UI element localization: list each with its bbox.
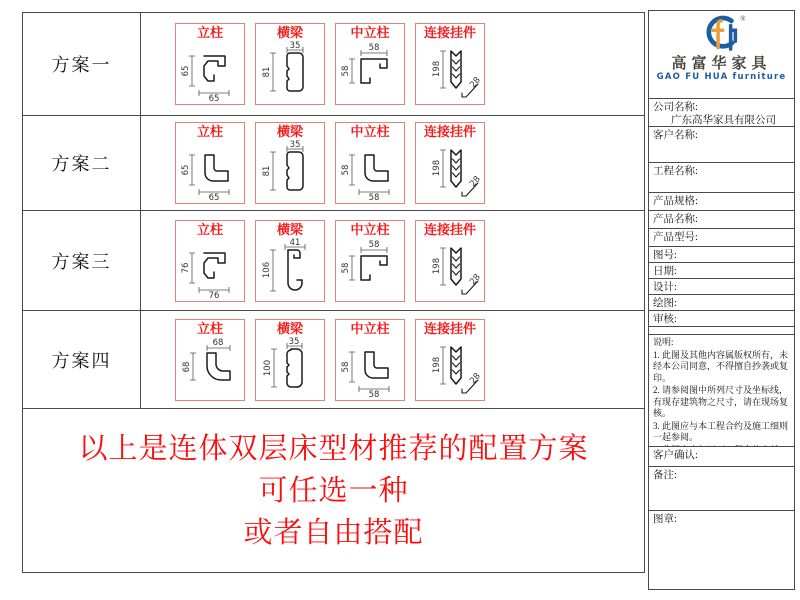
scheme-label: 方案三 (23, 211, 141, 310)
dim-left: 81 (262, 165, 272, 177)
beam-capsule-profile-drawing (257, 337, 323, 399)
notes-section (649, 335, 794, 447)
registered-mark: ® (739, 14, 745, 23)
dim-top: 41 (289, 237, 301, 248)
dim-top: 35 (288, 336, 300, 347)
profile-box-mid-upright (335, 220, 405, 302)
field-company (649, 99, 794, 127)
profile-title: 立柱 (196, 25, 223, 40)
dim-left: 76 (181, 262, 191, 273)
dim-top: 68 (212, 337, 224, 348)
dim-diagonal: 28 (468, 271, 483, 287)
field-customer-confirm: 客户确认: (649, 447, 794, 467)
main-drawing-table (22, 12, 645, 573)
dim-left: 106 (262, 261, 272, 278)
scheme-row-3 (23, 211, 644, 311)
field-product-spec: 产品规格: (649, 193, 794, 211)
title-block (648, 10, 795, 590)
dim-diagonal: 28 (468, 370, 483, 386)
scheme-profiles (141, 13, 644, 115)
scheme-label: 方案四 (23, 311, 141, 408)
profile-box-hanger (415, 319, 485, 401)
profile-box-mid-upright (335, 23, 405, 105)
profile-title: 立柱 (196, 124, 223, 139)
corner-profile-drawing (177, 41, 243, 103)
dim-top: 35 (289, 140, 301, 150)
hanger-profile-drawing (417, 41, 483, 103)
profile-title: 横梁 (276, 124, 303, 139)
profile-box-mid-upright (335, 122, 405, 204)
profile-box-beam (255, 122, 325, 204)
profile-box-beam (255, 23, 325, 105)
dim-left: 198 (432, 60, 442, 78)
dim-diagonal: 28 (468, 75, 483, 91)
dim-left: 81 (262, 66, 272, 78)
hanger-profile-drawing (417, 140, 483, 202)
profile-box-hanger (415, 122, 485, 204)
dim-left: 100 (263, 359, 273, 376)
profile-box-upright (175, 319, 245, 401)
channel-profile-drawing (337, 238, 403, 300)
note-item: 1. 此图及其他内容属版权所有，未经本公司同意，不得擅自抄袭或复印。 (653, 349, 789, 383)
dim-left: 58 (341, 164, 351, 176)
dim-left: 198 (432, 257, 442, 274)
footer-note-line2: 可任选一种 (258, 474, 409, 507)
profile-title: 中立柱 (350, 25, 390, 40)
field-drawing-no: 图号: (649, 247, 794, 263)
curved-l-profile-drawing (177, 337, 243, 399)
profile-box-hanger (415, 220, 485, 302)
profile-box-upright (175, 122, 245, 204)
scheme-profiles (141, 211, 644, 310)
scheme-profiles (141, 116, 644, 210)
recommendation-note (23, 409, 644, 572)
note-item: 3. 此图应与本工程合约及施工细则一起参阅。 (653, 420, 789, 442)
dim-left: 65 (181, 65, 191, 77)
brand-name-en: GAO FU HUA furniture (656, 72, 787, 82)
dim-left: 198 (432, 356, 442, 373)
notes-title: 说明: (653, 337, 674, 347)
dim-top: 58 (368, 43, 380, 53)
footer-note-line1: 以上是连体双层床型材推荐的配置方案 (78, 432, 589, 465)
scheme-label: 方案一 (23, 13, 141, 115)
company-logo (649, 11, 794, 99)
hanger-profile-drawing (417, 337, 483, 399)
field-remarks: 备注: (649, 467, 794, 511)
dim-top: 58 (368, 239, 380, 250)
round-l-profile-drawing (177, 140, 243, 202)
dim-left: 58 (341, 65, 351, 77)
field-label: 公司名称: (653, 102, 698, 113)
note-item: 2. 请参阅图中所列尺寸及坐标线，有现存建筑物之尺寸，请在现场复核。 (653, 385, 789, 418)
profile-title: 中立柱 (350, 320, 390, 336)
profile-title: 中立柱 (350, 124, 390, 139)
profile-title: 连接挂件 (423, 320, 476, 336)
scheme-label: 方案二 (23, 116, 141, 210)
beam-j-profile-drawing (257, 238, 323, 300)
beam-profile-drawing (257, 41, 323, 103)
dim-left: 68 (182, 361, 192, 372)
dim-left: 65 (181, 164, 191, 176)
profile-box-mid-upright (335, 319, 405, 401)
dim-top: 35 (289, 41, 301, 51)
profile-title: 中立柱 (350, 221, 390, 237)
channel-profile-drawing (337, 41, 403, 103)
field-product-name: 产品名称: (649, 211, 794, 229)
dim-left: 58 (341, 262, 351, 273)
gfh-logo-icon (698, 13, 746, 57)
profile-title: 连接挂件 (423, 124, 476, 139)
field-seal: 图章: (653, 514, 677, 525)
round-l-profile-drawing (337, 140, 403, 202)
beam-profile-drawing (257, 140, 323, 202)
field-value: 广东高华家具有限公司 (671, 115, 776, 126)
scheme-profiles (141, 311, 644, 408)
dim-left: 58 (341, 361, 351, 372)
field-date: 日期: (649, 263, 794, 279)
field-draft: 绘图: (649, 295, 794, 311)
field-customer-name: 客户名称: (649, 127, 794, 163)
profile-box-upright (175, 23, 245, 105)
field-design: 设计: (649, 279, 794, 295)
dim-left: 198 (432, 159, 442, 177)
profile-title: 连接挂件 (423, 25, 476, 40)
dim-bottom: 76 (208, 290, 220, 300)
hanger-profile-drawing (417, 238, 483, 300)
profile-box-hanger (415, 23, 485, 105)
profile-title: 连接挂件 (423, 221, 476, 237)
scheme-row-2 (23, 116, 644, 211)
round-l-profile-drawing (337, 337, 403, 399)
scheme-row-4 (23, 311, 644, 409)
profile-title: 立柱 (196, 320, 223, 336)
dim-bottom: 65 (208, 193, 220, 202)
scheme-row-1 (23, 13, 644, 116)
profile-box-beam (255, 220, 325, 302)
field-review: 审核: (649, 311, 794, 327)
profile-title: 横梁 (276, 221, 303, 237)
dim-bottom: 65 (208, 94, 220, 103)
brand-name-cn: 高富华家具 (671, 56, 772, 72)
profile-box-upright (175, 220, 245, 302)
corner-profile-drawing (177, 238, 243, 300)
field-product-model: 产品型号: (649, 229, 794, 247)
profile-title: 横梁 (276, 320, 303, 336)
dim-bottom: 58 (368, 193, 380, 202)
spacer-row (649, 327, 794, 335)
field-project-name: 工程名称: (649, 163, 794, 193)
footer-note-line3: 或者自由搭配 (243, 516, 424, 549)
profile-title: 立柱 (196, 221, 223, 237)
profile-box-beam (255, 319, 325, 401)
dim-diagonal: 28 (468, 174, 483, 190)
dim-bottom: 58 (368, 389, 380, 399)
profile-title: 横梁 (276, 25, 303, 40)
